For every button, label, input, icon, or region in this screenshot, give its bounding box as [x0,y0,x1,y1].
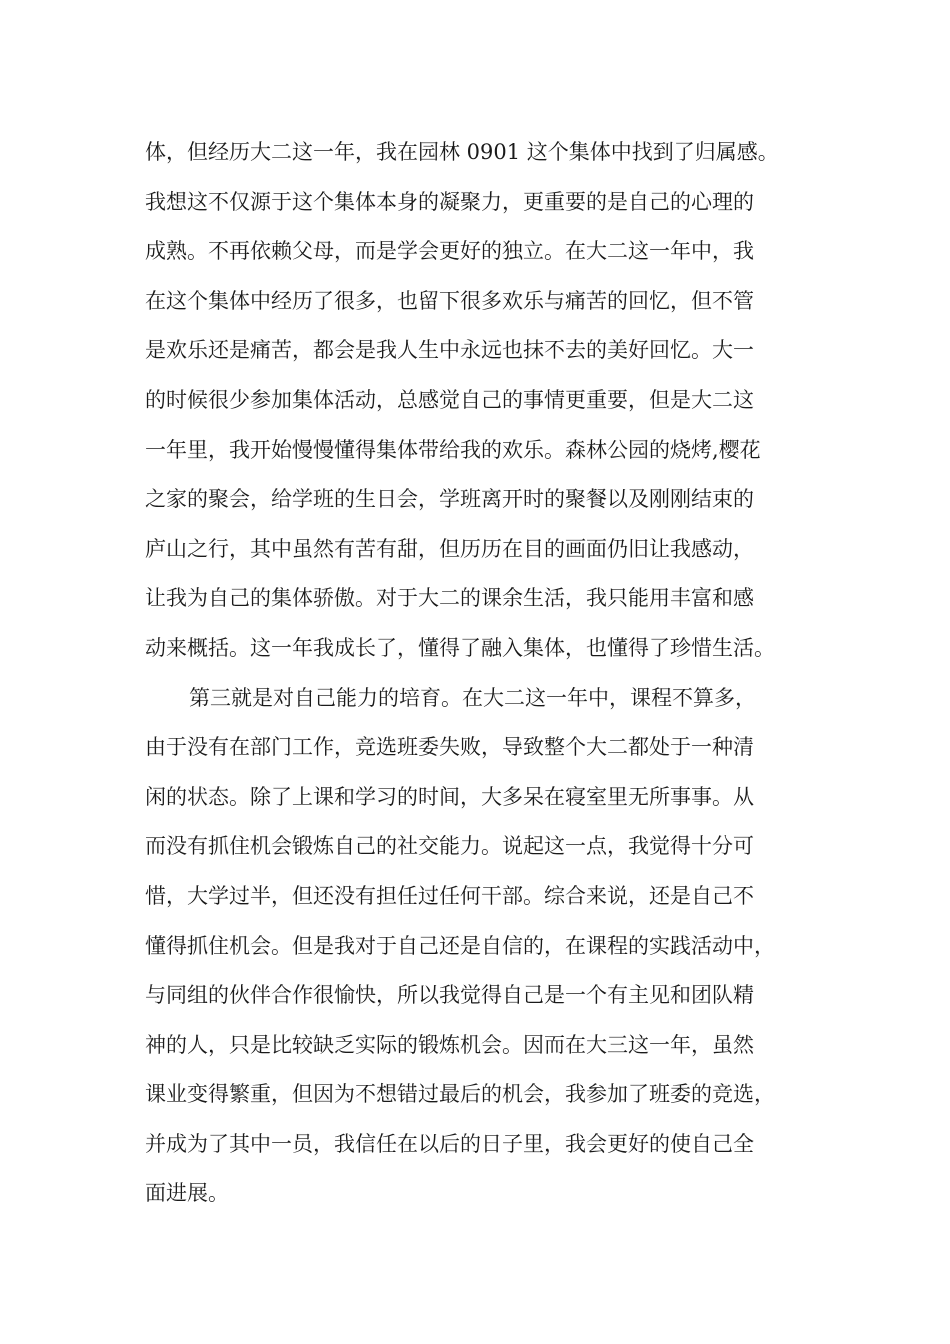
text-line: 庐山之行，其中虽然有苦有甜，但历历在目的画面仍旧让我感动， [145,536,754,561]
text-line: 让我为自己的集体骄傲。对于大二的课余生活，我只能用丰富和感 [145,586,754,611]
text-line: 神的人，只是比较缺乏实际的锻炼机会。因而在大三这一年，虽然 [145,1032,754,1057]
text-line: 懂得抓住机会。但是我对于自己还是自信的，在课程的实践活动中， [145,933,775,958]
text-line: 动来概括。这一年我成长了，懂得了融入集体，也懂得了珍惜生活。 [145,635,775,660]
text-line: 课业变得繁重，但因为不想错过最后的机会，我参加了班委的竞选， [145,1082,775,1107]
text-line: 闲的状态。除了上课和学习的时间，大多呆在寝室里无所事事。从 [145,784,754,809]
text-line: 成熟。不再依赖父母，而是学会更好的独立。在大二这一年中，我 [145,239,754,264]
text-line: 的时候很少参加集体活动，总感觉自己的事情更重要，但是大二这 [145,387,754,412]
text-line: 惜，大学过半，但还没有担任过任何干部。综合来说，还是自己不 [145,883,754,908]
document-body [145,128,820,1219]
text-line: 由于没有在部门工作，竞选班委失败，导致整个大二都处于一种清 [145,735,754,760]
text-line: 我想这不仅源于这个集体本身的凝聚力，更重要的是自己的心理的 [145,189,754,214]
text-line: 而没有抓住机会锻炼自己的社交能力。说起这一点，我觉得十分可 [145,834,754,859]
text-line: 一年里，我开始慢慢懂得集体带给我的欢乐。森林公园的烧烤,樱花 [145,437,761,462]
text-line: 面进展。 [145,1181,229,1206]
text-line: 是欢乐还是痛苦，都会是我人生中永远也抹不去的美好回忆。大一 [145,338,754,363]
text-line: 体，但经历大二这一年，我在园林 0901 这个集体中找到了归属感。 [145,140,779,164]
paragraph-start-line: 第三就是对自己能力的培育。在大二这一年中，课程不算多， [189,685,756,710]
text-line: 在这个集体中经历了很多，也留下很多欢乐与痛苦的回忆，但不管 [145,288,754,313]
text-line: 与同组的伙伴合作很愉快，所以我觉得自己是一个有主见和团队精 [145,983,754,1008]
text-line: 之家的聚会，给学班的生日会，学班离开时的聚餐以及刚刚结束的 [145,487,754,512]
text-line: 并成为了其中一员，我信任在以后的日子里，我会更好的使自己全 [145,1131,754,1156]
